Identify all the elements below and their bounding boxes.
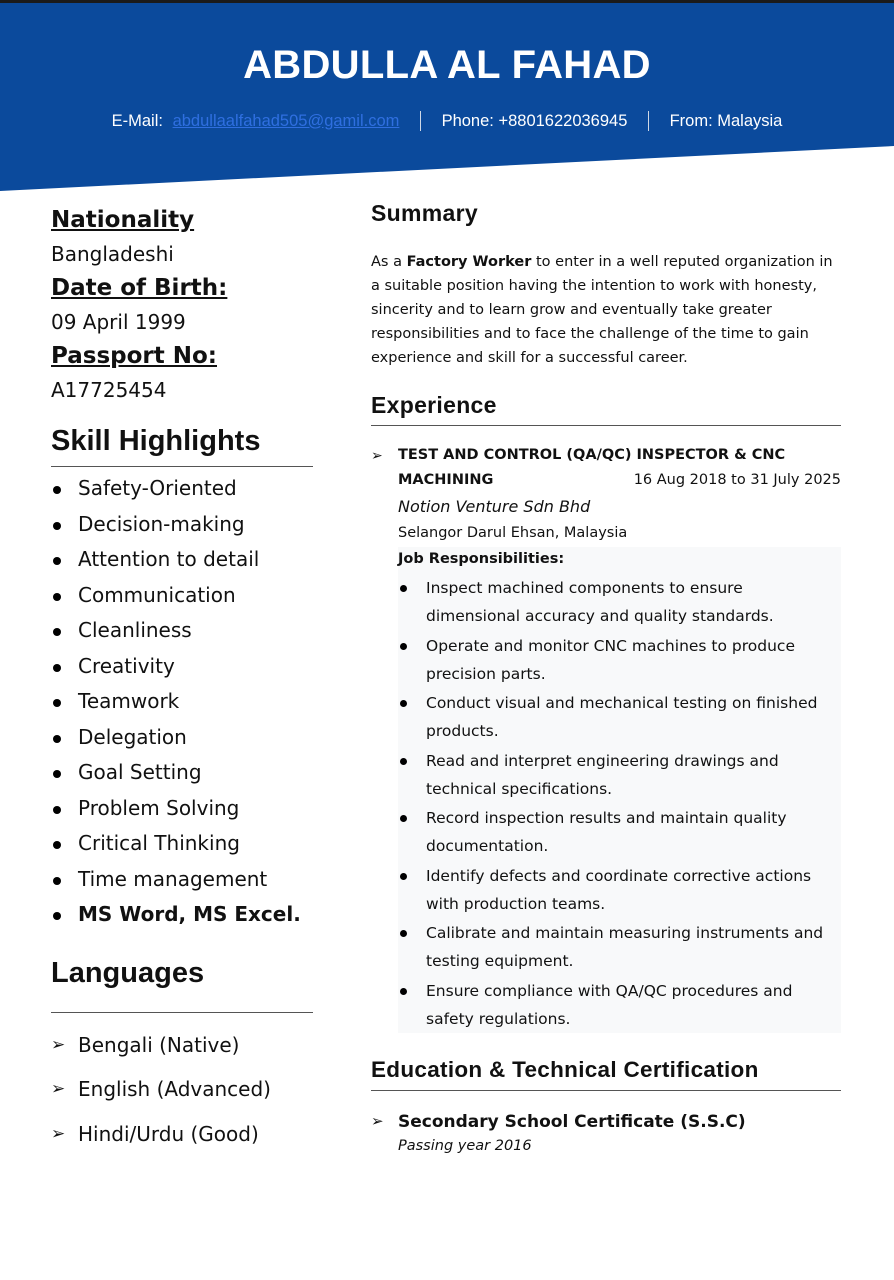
education-entry: [371, 1109, 841, 1157]
arrow-bullet-icon: ➢: [51, 1079, 66, 1099]
skill-item: Goal Setting: [51, 755, 313, 791]
summary-rest: to enter in a well reputed organization in a suitable position having the intention to work with honesty, sincerity and to learn grow and eventually take greater responsibilities and to face the challenge of the time to gain experience and skill for a successful career.: [371, 254, 833, 366]
left-column: [51, 205, 313, 1156]
passing-year: Passing year 2016: [398, 1137, 532, 1154]
responsibility-item: Calibrate and maintain measuring instruments and testing equipment.: [398, 919, 841, 975]
job-title-row: [398, 468, 841, 493]
skill-item: Communication: [51, 578, 313, 614]
skill-item: Attention to detail: [51, 542, 313, 578]
job-title-line1: TEST AND CONTROL (QA/QC) INSPECTOR & CNC: [398, 447, 786, 463]
skill-item: Creativity: [51, 649, 313, 685]
languages-heading: Languages: [51, 956, 205, 989]
arrow-bullet-icon: ➢: [51, 1123, 66, 1144]
languages-list: [51, 1023, 313, 1157]
skill-item: Cleanliness: [51, 613, 313, 649]
responsibility-item: Operate and monitor CNC machines to produce precision parts.: [398, 632, 841, 688]
responsibility-item: Conduct visual and mechanical testing on finished products.: [398, 689, 841, 745]
language-item: [51, 1067, 313, 1112]
right-column: [371, 200, 841, 1157]
contact-divider: [648, 111, 649, 131]
email-label: E-Mail:: [111, 111, 163, 130]
responsibility-item: Inspect machined components to ensure dimensional accuracy and quality standards.: [398, 574, 841, 630]
skill-item: Time management: [51, 862, 313, 898]
language-label: Bengali (Native): [78, 1032, 240, 1057]
arrow-bullet-icon: ➢: [371, 447, 383, 463]
skill-item: Critical Thinking: [51, 826, 313, 862]
education-heading: Education & Technical Certification: [371, 1056, 759, 1082]
skill-item: MS Word, MS Excel.: [51, 897, 313, 933]
summary-prefix: As a: [371, 254, 407, 270]
summary-heading: Summary: [371, 200, 478, 226]
skill-item: Decision-making: [51, 507, 313, 543]
from-text: From: Malaysia: [669, 111, 783, 130]
contact-divider: [420, 111, 421, 131]
phone-text: Phone: +8801622036945: [441, 111, 628, 130]
skill-item: Teamwork: [51, 684, 313, 720]
header-band: [0, 3, 894, 193]
language-label: English (Advanced): [78, 1077, 271, 1101]
dob-value: 09 April 1999: [51, 310, 186, 334]
skill-item: Safety-Oriented: [51, 471, 313, 507]
responsibilities-box: [398, 547, 841, 1033]
header-background: [0, 3, 894, 193]
skill-item: Delegation: [51, 720, 313, 756]
responsibility-item: Identify defects and coordinate corrective actions with production teams.: [398, 862, 841, 918]
arrow-bullet-icon: ➢: [371, 1112, 384, 1130]
nationality-value: Bangladeshi: [51, 242, 174, 266]
responsibility-item: Read and interpret engineering drawings and technical specifications.: [398, 747, 841, 803]
job-entry: [371, 443, 841, 1033]
passport-value: A17725454: [51, 378, 167, 402]
skills-rule: [51, 466, 313, 467]
skills-heading: Skill Highlights: [51, 425, 261, 457]
skills-list: [51, 471, 313, 933]
summary-role: Factory Worker: [406, 254, 532, 270]
education-rule: [371, 1090, 841, 1091]
candidate-name: ABDULLA AL FAHAD: [243, 43, 651, 87]
arrow-bullet-icon: ➢: [51, 1034, 66, 1055]
contact-line: [0, 111, 894, 131]
job-location: Selangor Darul Ehsan, Malaysia: [398, 525, 628, 541]
dob-label: Date of Birth:: [51, 275, 228, 301]
responsibilities-list: [398, 574, 841, 1033]
degree-title: Secondary School Certificate (S.S.C): [398, 1111, 746, 1132]
experience-rule: [371, 425, 841, 426]
job-title-line2: MACHINING: [398, 472, 494, 488]
summary-text: [371, 250, 841, 370]
experience-heading: Experience: [371, 392, 497, 418]
responsibilities-heading: Job Responsibilities:: [398, 551, 565, 567]
job-dates: 16 Aug 2018 to 31 July 2025: [633, 472, 841, 488]
skill-item: Problem Solving: [51, 791, 313, 827]
nationality-label: Nationality: [51, 207, 195, 233]
responsibility-item: Record inspection results and maintain quality documentation.: [398, 804, 841, 860]
language-item: [51, 1112, 313, 1157]
language-label: Hindi/Urdu (Good): [78, 1121, 259, 1146]
language-item: [51, 1023, 313, 1068]
passport-label: Passport No:: [51, 343, 217, 369]
responsibility-item: Ensure compliance with QA/QC procedures and safety regulations.: [398, 977, 841, 1033]
company-name: Notion Venture Sdn Bhd: [398, 497, 591, 516]
languages-rule: [51, 1012, 313, 1013]
email-link[interactable]: abdullaalfahad505@gamil.com: [172, 111, 400, 130]
